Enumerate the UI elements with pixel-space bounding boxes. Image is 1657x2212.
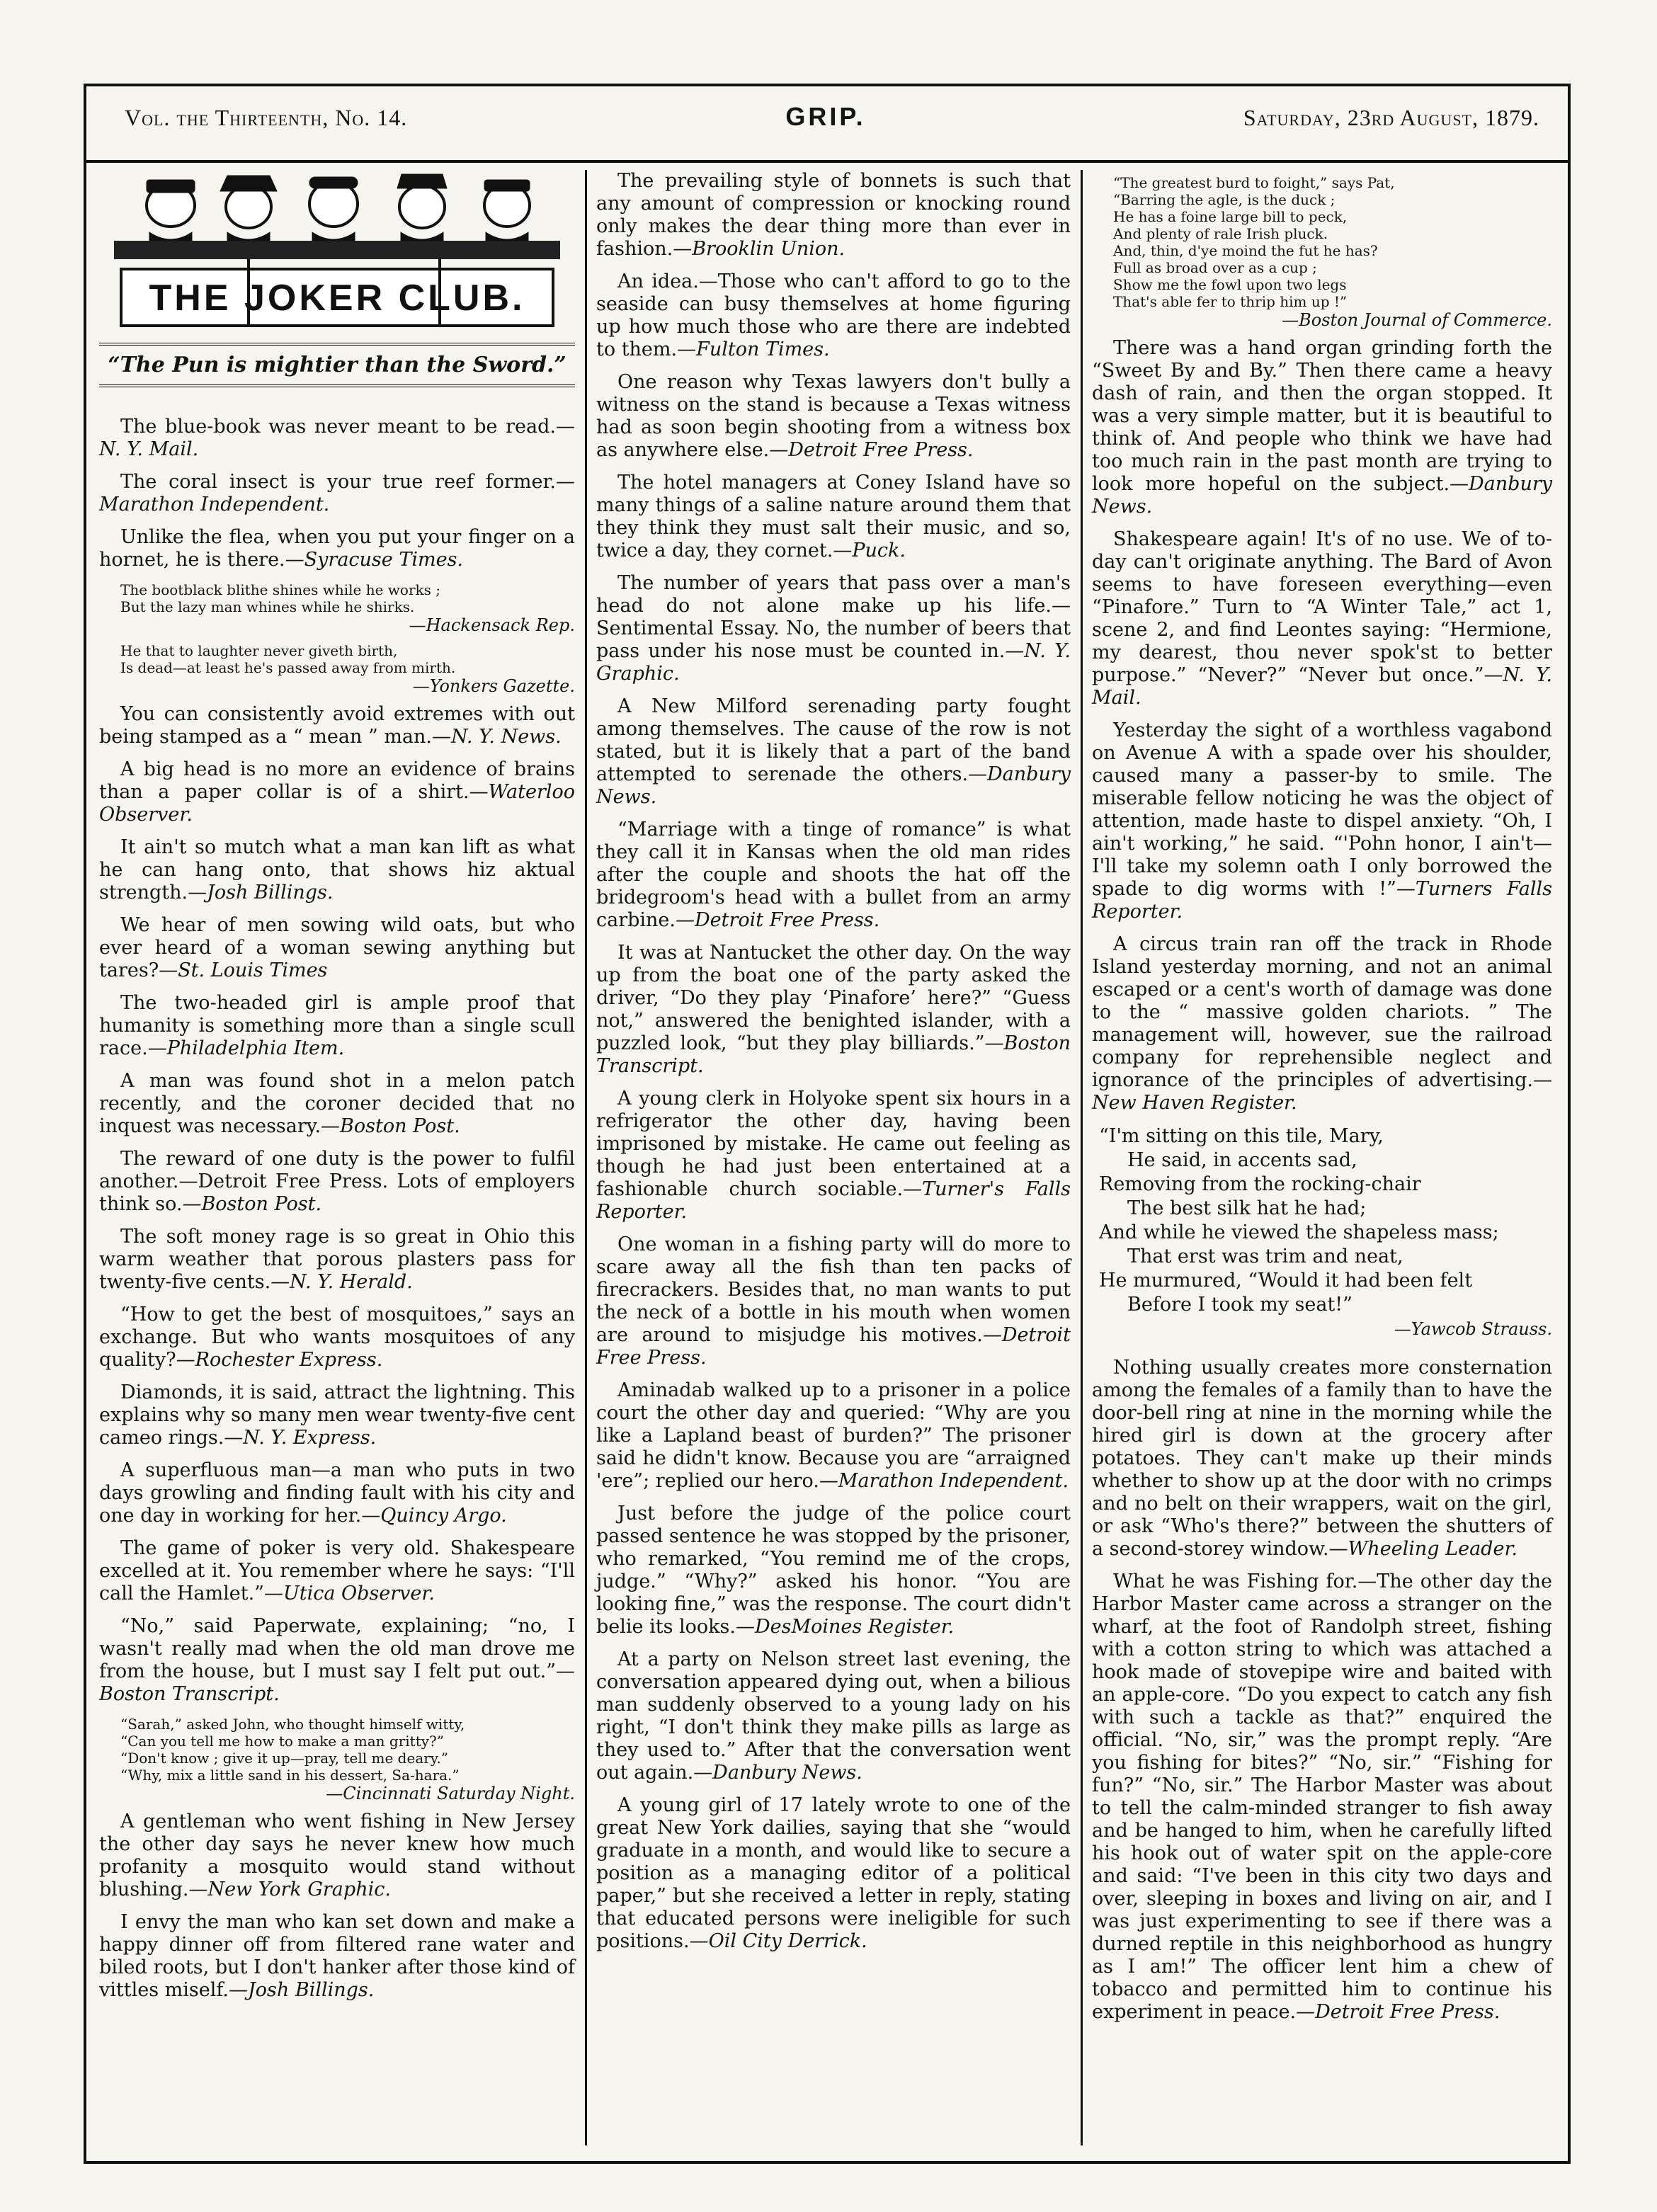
verse-line: Before I took my seat!” <box>1127 1294 1353 1316</box>
article-item <box>1092 528 1552 709</box>
article-source: —N. Y. Graphic. <box>596 640 1071 685</box>
article-source: —Marathon Independent. <box>99 471 575 515</box>
column-3-items <box>1092 174 1552 2024</box>
article-source: —N. Y. Mail. <box>1092 664 1552 709</box>
article-source: —Fulton Times. <box>677 338 830 360</box>
article-item <box>596 695 1071 809</box>
article-source: —Yawcob Strauss. <box>1394 1319 1552 1339</box>
article-item <box>596 1379 1071 1493</box>
article-source: —Waterloo Observer. <box>99 781 575 826</box>
article-text: There was a hand organ grinding forth the “Sweet By and By.” Then there came a heavy dash of rain, and then the organ stopped. It was a very simple matter, but it is beautiful to think of. And people who think we have had too much rain in the past month are trying to look more hopeful on the subject. <box>1092 337 1552 495</box>
article-item <box>99 703 575 748</box>
article-item <box>596 472 1071 562</box>
article-source: —Turners Falls Reporter. <box>1092 878 1552 923</box>
verse-line: “Sarah,” asked John, who thought himself witty, <box>120 1716 465 1733</box>
masthead-motto: “The Pun is mightier than the Sword.” <box>99 343 575 387</box>
article-item <box>99 1459 575 1527</box>
verse-line: And plenty of rale Irish pluck. <box>1113 225 1328 242</box>
article-text: The number of years that pass over a man's head do not alone make up his life.—Sentimental Essay. No, the number of beers that pass under his nose must be counted in. <box>596 572 1071 662</box>
article-text: We hear of men sowing wild oats, but who ever heard of a woman sewing anything but tares? <box>99 914 575 981</box>
verse-line: That erst was trim and neat, <box>1127 1245 1403 1267</box>
article-text: A big head is no more an evidence of brains than a paper collar is of a shirt. <box>99 758 575 803</box>
article-source: —Detroit Free Press. <box>769 439 974 461</box>
article-source: —Brooklin Union. <box>673 238 845 260</box>
article-item <box>99 836 575 904</box>
article-text: One reason why Texas lawyers don't bully a witness on the stand is because a Texas witness had as soon begin shooting from a witness box as anywhere else. <box>596 371 1071 461</box>
article-text: Yesterday the sight of a worthless vagabond on Avenue A with a spade over his shoulder, caused many a passer-by to smile. The miserable fellow noticing he was the object of attention, made haste to dispel anxiety. “Oh, I ain't working,” he said. “'Pohn honor, I ain't—I'll take my solemn oath I only borrowed the spade to dig worms with !” <box>1092 719 1552 900</box>
article-text: I envy the man who kan set down and make a happy dinner off from filtered rane water and biled roots, but I don't hanker after those kind of vittles miself. <box>99 1911 575 2001</box>
article-source: —Boston Post. <box>321 1115 460 1137</box>
article-text: A circus train ran off the track in Rhode Island yesterday morning, and not an animal escaped or a cent's worth of damage was done to the “ massive golden chariots. ” The management will, however, sue the railroad company for reprehensible neglect and ignorance of the principles of advertising. <box>1092 933 1552 1091</box>
verse-line: He murmured, “Would it had been felt <box>1099 1270 1473 1292</box>
article-source: —Detroit Free Press. <box>1296 2001 1501 2023</box>
verse-line: “Barring the agle, is the duck ; <box>1113 191 1336 208</box>
verse-line: The best silk hat he had; <box>1127 1197 1367 1219</box>
article-text: Shakespeare again! It's of no use. We of to-day can't originate anything. The Bard of Avon seems to have foreseen everything—even “Pinafore.” Turn to “A Winter Tale,” act 1, scene 2, and find Leontes saying: “Hermione, my dearest, thou never spok'st to better purpose.” “Never?” “Never but once.” <box>1092 528 1552 686</box>
article-item <box>99 1070 575 1138</box>
article-text: Diamonds, it is said, attract the lightning. This explains why so many men wear twenty-five cent cameo rings. <box>99 1381 575 1449</box>
article-source: —Syracuse Times. <box>285 549 464 571</box>
verse-line: That's able fer to thrip him up !” <box>1113 293 1348 310</box>
column-1 <box>99 170 575 2012</box>
verse-block <box>120 642 575 695</box>
article-item <box>99 992 575 1060</box>
article-item <box>596 270 1071 361</box>
article-source: —Turner's Falls Reporter. <box>596 1178 1071 1223</box>
verse-line: The bootblack blithe shines while he works ; <box>120 581 440 598</box>
article-text: A young girl of 17 lately wrote to one of the great New York dailies, saying that she “would graduate in a month, and would like to secure a position as a managing editor of a political paper,” but she received a letter in reply, stating that educated persons were ineligible for such positions. <box>596 1794 1071 1952</box>
article-text: “Marriage with a tinge of romance” is what they call it in Kansas when the old man rides after the couple and shoots the hat off the bridegroom's head with a bullet from an army carbine. <box>596 819 1071 931</box>
article-item <box>596 1233 1071 1369</box>
article-item <box>99 526 575 571</box>
article-source: —Boston Journal of Commerce. <box>1282 310 1552 330</box>
article-text: A man was found shot in a melon patch recently, and the coroner decided that no inquest was necessary. <box>99 1070 575 1137</box>
article-text: “How to get the best of mosquitoes,” says an exchange. But who wants mosquitoes of any quality? <box>99 1304 575 1371</box>
article-source: —N. Y. Express. <box>224 1427 377 1449</box>
article-item <box>99 416 575 461</box>
verse-block <box>120 1716 575 1802</box>
article-item <box>596 1503 1071 1638</box>
article-text: It ain't so mutch what a man kan lift as what he can hang onto, that shows hiz aktual strength. <box>99 836 575 903</box>
column-2 <box>596 170 1071 1963</box>
article-text: The blue-book was never meant to be read. <box>120 416 556 438</box>
masthead-title: THE JOKER CLUB. <box>149 278 525 319</box>
article-item <box>1092 1570 1552 2024</box>
column-2-items <box>596 170 1071 1953</box>
article-item <box>99 471 575 516</box>
verse-line: He that to laughter never giveth birth, <box>120 642 398 659</box>
article-text: A New Milford serenading party fought among themselves. The cause of the row is not stated, but it is likely that a part of the band attempted to serenade the others. <box>596 695 1071 785</box>
column-3 <box>1092 170 1552 2034</box>
article-source: —Boston Transcript. <box>99 1660 575 1705</box>
article-text: An idea.—Those who can't afford to go to the seaside can busy themselves at home figuring up how much those who are there are indebted to them. <box>596 270 1071 360</box>
article-item <box>596 1648 1071 1784</box>
article-source: —Utica Observer. <box>263 1583 435 1604</box>
article-source: —Cincinnati Saturday Night. <box>326 1784 575 1803</box>
article-source: —New Haven Register. <box>1092 1069 1552 1114</box>
page-header <box>84 84 1568 163</box>
volume-info: Vol. the Thirteenth, No. 14. <box>125 105 408 130</box>
verse-line: “The greatest burd to foight,” says Pat, <box>1113 174 1395 191</box>
article-text: You can consistently avoid extremes with out being stamped as a “ mean ” man. <box>99 703 575 748</box>
article-text: The reward of one duty is the power to fulfil another.—Detroit Free Press. Lots of employers think so. <box>99 1148 575 1215</box>
article-item <box>1092 933 1552 1114</box>
article-source: —Detroit Free Press. <box>676 909 880 931</box>
verse-line: “Can you tell me how to make a man gritty?” <box>120 1733 444 1750</box>
joker-club-cartoon <box>107 170 567 333</box>
article-source: —Danbury News. <box>1092 473 1552 518</box>
article-item <box>596 371 1071 462</box>
article-text: The game of poker is very old. Shakespeare excelled at it. You remember where he says: “I'll call the Hamlet.” <box>99 1537 575 1604</box>
article-source: —Yonkers Gazette. <box>412 676 575 696</box>
article-text: The hotel managers at Coney Island have so many things of a saline nature around them that they think they must salt their music, and so, twice a day, they cornet. <box>596 472 1071 561</box>
column-rule <box>585 170 587 2145</box>
article-source: —Rochester Express. <box>176 1349 383 1371</box>
article-text: One woman in a fishing party will do more to scare away all the fish than ten packs of firecrackers. Besides that, no man wants to put the neck of a bottle in his mouth when women are around to misjudge his motives. <box>596 1233 1071 1346</box>
verse-line: “Why, mix a little sand in his dessert, Sa-hara.” <box>120 1767 460 1784</box>
article-text: A gentleman who went fishing in New Jersey the other day says he never knew how much profanity a mosquito would stand without blushing. <box>99 1811 575 1900</box>
article-item <box>596 572 1071 685</box>
article-source: —St. Louis Times <box>159 959 328 981</box>
article-text: What he was Fishing for.—The other day the Harbor Master came across a stranger on the wharf, at the foot of Randolph street, fishing with a cotton string to which was attached a hook made of stovepipe wire and baited with an apple-core. “Do you expect to catch any fish with such a tackle as that?” enquired the official. “No, sir,” was the prompt reply. “Are you fishing for bites?” “No, sir.” “Fishing for fun?” “No, sir.” The Harbor Master was about to tell the calm-minded stranger to fish away and be hanged to him, when he carefully lifted his hook out of water spit on the apple-core and said: “I've been in this city two days and over, sleeping in boxes and living on air, and I was just experimenting to see if there was a durned reptile in this neighborhood as hungry as I am!” The officer lent him a chew of tobacco and permitted him to continue his experiment in peace. <box>1092 1570 1552 2023</box>
article-item <box>596 819 1071 932</box>
column-1-items <box>99 416 575 2002</box>
article-source: —Danbury News. <box>596 763 1071 808</box>
article-text: The prevailing style of bonnets is such that any amount of compression or knocking round only makes the dear thing more than ever in fashion. <box>596 170 1071 260</box>
issue-date: Saturday, 23rd August, 1879. <box>1243 105 1539 130</box>
article-source: —Oil City Derrick. <box>689 1930 867 1952</box>
article-text: A superfluous man—a man who puts in two days growling and finding fault with his city and one day in working for her. <box>99 1459 575 1527</box>
article-source: —Josh Billings. <box>228 1979 375 2001</box>
article-source: —Boston Post. <box>182 1193 322 1215</box>
article-item <box>596 170 1071 261</box>
article-item <box>99 1381 575 1449</box>
article-source: —N. Y. Herald. <box>271 1271 413 1293</box>
article-text: The two-headed girl is ample proof that humanity is something more than a single scull race. <box>99 992 575 1059</box>
article-item <box>99 1615 575 1706</box>
article-source: —Puck. <box>833 540 906 561</box>
article-text: Unlike the flea, when you put your finger on a hornet, he is there. <box>99 526 575 571</box>
article-text: Nothing usually creates more consternation among the females of a family than to have the door-bell ring at nine in the morning while the hired girl is down at the grocery after potatoes. They can't make up their minds whether to show up at the door with no crimps and no belt on their wrappers, wait on the girl, or ask “Who's there?” between the shutters of a second-storey window. <box>1092 1357 1552 1560</box>
article-item <box>1092 1357 1552 1561</box>
article-item <box>596 1794 1071 1953</box>
article-source: —Quincy Argo. <box>361 1505 507 1527</box>
article-item <box>596 942 1071 1078</box>
article-text: A young clerk in Holyoke spent six hours in a refrigerator the other day, having been imprisoned by mistake. He came out feeling as though he had just been entertained at a fashionable church sociable. <box>596 1088 1071 1200</box>
article-source: —N. Y. News. <box>432 726 562 748</box>
verse-line: He has a foine large bill to peck, <box>1113 208 1348 225</box>
verse-line: Show me the fowl upon two legs <box>1113 276 1347 293</box>
verse-block <box>120 581 575 634</box>
article-source: —Marathon Independent. <box>819 1470 1069 1492</box>
article-item <box>99 1226 575 1294</box>
poem-block <box>1099 1124 1552 1341</box>
verse-line: Is dead—at least he's passed away from mirth. <box>120 659 456 676</box>
article-text: The coral insect is your true reef former. <box>120 471 556 493</box>
article-source: —Josh Billings. <box>188 882 334 903</box>
article-item <box>99 1304 575 1372</box>
article-text: It was at Nantucket the other day. On the way up from the boat one of the party asked the driver, “Do they play ‘Pinafore’ here?” “Guess not,” answered the benighted islander, with a puzzled look, “but they play billiards.” <box>596 942 1071 1054</box>
article-item <box>99 1811 575 1901</box>
verse-line: Full as broad over as a cup ; <box>1113 259 1317 276</box>
article-text: Aminadab walked up to a prisoner in a police court the other day and queried: “Why are you like a Lapland beast of burden?” The prisoner said he didn't know. Because you are “arraigned 'ere”; replied our hero. <box>596 1379 1071 1492</box>
article-item <box>1092 719 1552 923</box>
article-text: The soft money rage is so great in Ohio this warm weather that porous plasters pass for twenty-five cents. <box>99 1226 575 1293</box>
verse-line: And while he viewed the shapeless mass; <box>1099 1221 1499 1243</box>
article-item <box>99 914 575 982</box>
article-source: —Detroit Free Press. <box>596 1324 1071 1369</box>
publication-title: GRIP. <box>785 102 866 131</box>
article-text: Just before the judge of the police court passed sentence he was stopped by the prisoner, who remarked, “You remind me of the crops, judge.” “Why?” asked his honor. “You are looking fine,” was the response. The court didn't belie its looks. <box>596 1503 1071 1638</box>
verse-line: He said, in accents sad, <box>1127 1149 1357 1171</box>
article-text: At a party on Nelson street last evening, the conversation appeared dying out, when a bilious man suddenly observed to a young lady on his right, “I don't think they make pills as large as they used to.” After that the conversation went out again. <box>596 1648 1071 1784</box>
verse-block <box>1113 174 1552 329</box>
article-item <box>596 1088 1071 1224</box>
article-source: —New York Graphic. <box>188 1879 391 1900</box>
verse-line: “Don't know ; give it up—pray, tell me deary.” <box>120 1750 449 1767</box>
verse-line: But the lazy man whines while he shirks. <box>120 598 415 615</box>
verse-line: “I'm sitting on this tile, Mary, <box>1099 1125 1384 1147</box>
article-item <box>99 1911 575 2002</box>
article-source: —DesMoines Register. <box>735 1616 955 1638</box>
article-source: —N. Y. Mail. <box>99 416 575 460</box>
article-text: “No,” said Paperwate, explaining; “no, I wasn't really mad when the old man drove me from the house, but I must say I felt put out.” <box>99 1615 575 1682</box>
verse-line: Removing from the rocking-chair <box>1099 1173 1421 1195</box>
article-source: —Philadelphia Item. <box>147 1037 345 1059</box>
article-item <box>1092 337 1552 518</box>
article-source: —Boston Transcript. <box>596 1032 1071 1077</box>
verse-line: And, thin, d'ye moind the fut he has? <box>1113 242 1378 259</box>
article-source: —Danbury News. <box>693 1762 862 1784</box>
article-item <box>99 1148 575 1216</box>
article-item <box>99 758 575 826</box>
column-rule <box>1081 170 1083 2145</box>
article-source: —Wheeling Leader. <box>1328 1538 1518 1560</box>
article-item <box>99 1537 575 1605</box>
article-source: —Hackensack Rep. <box>409 615 575 635</box>
